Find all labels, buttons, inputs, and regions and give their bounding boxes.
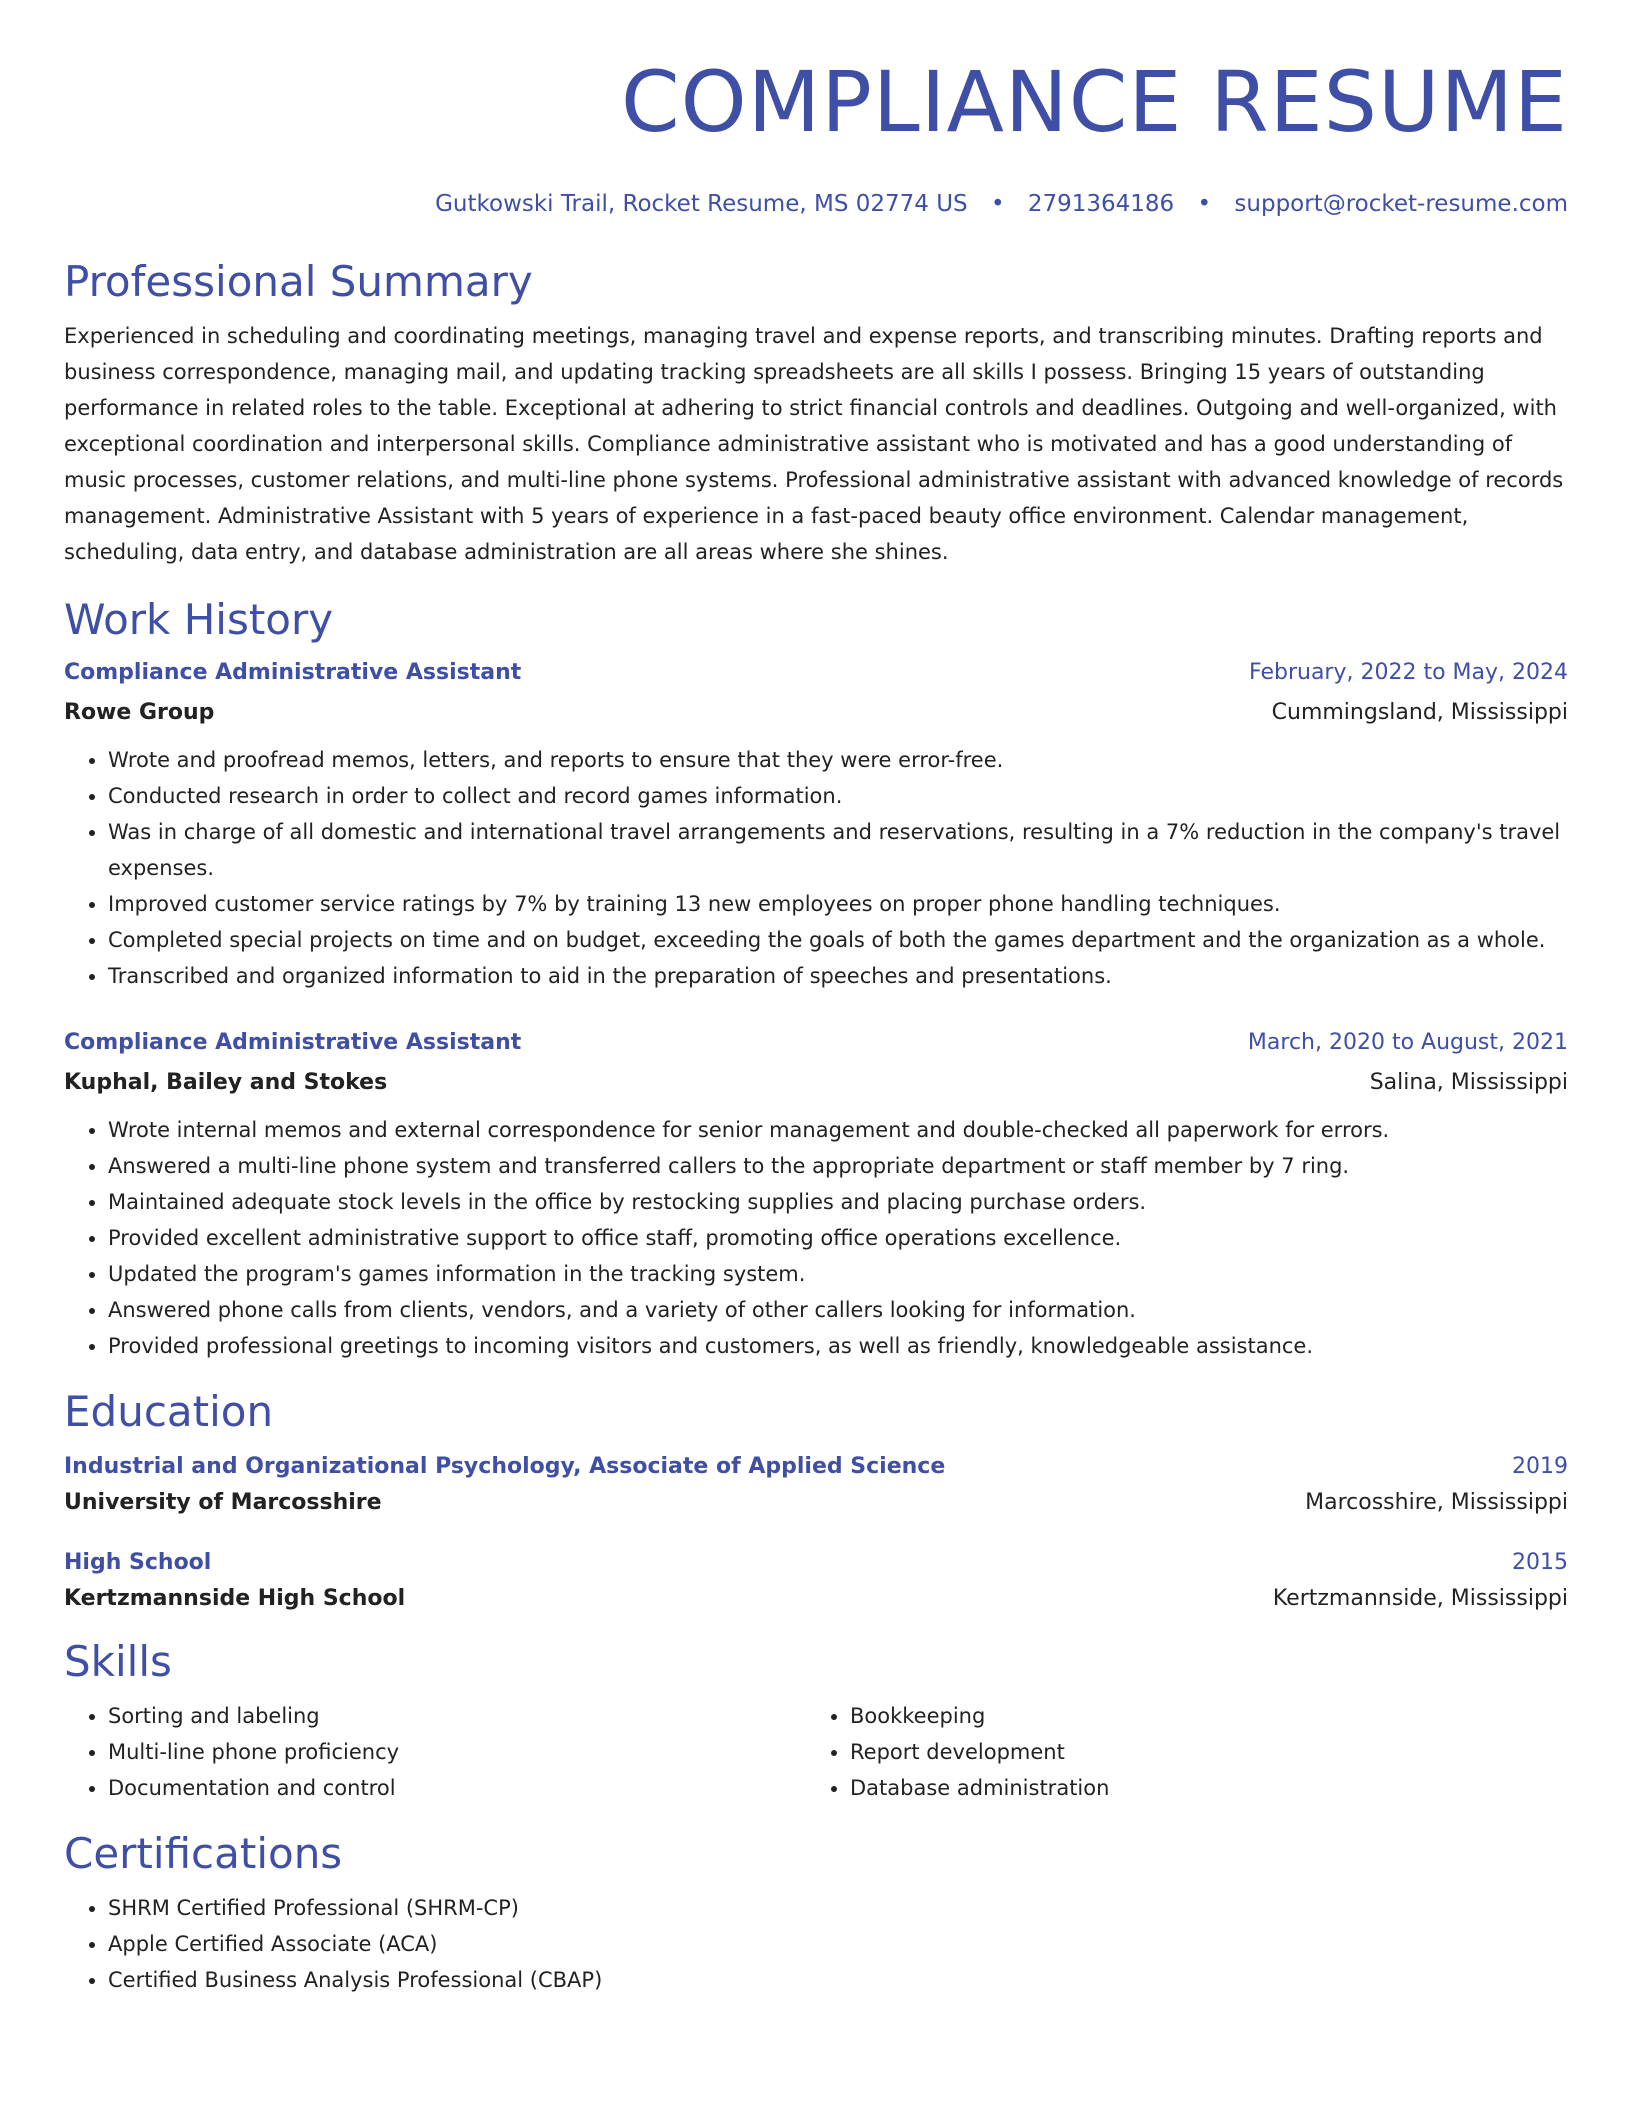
skill-item: • Sorting and labeling [108,1698,806,1734]
resume-header [64,0,1568,220]
certification-item: • Apple Certified Associate (ACA) [108,1926,1568,1962]
summary-section [64,256,1568,570]
job-title-row [64,1028,1568,1058]
job-entry [64,658,1568,994]
job-company-row [64,1058,1568,1098]
work-history-heading: Work History [64,595,334,644]
job-bullet: • Wrote internal memos and external correspondence for senior management and double-checked all paperwork for errors. [108,1112,1568,1148]
job-bullets [64,1112,1568,1364]
job-location: Salina, Mississippi [1369,1070,1568,1095]
job-bullets [64,742,1568,994]
contact-address: Gutkowski Trail, Rocket Resume, MS 02774 US [435,191,968,217]
education-year: 2019 [1512,1454,1568,1479]
job-company: Rowe Group [64,700,215,725]
education-school-row [64,1578,1568,1614]
contact-email[interactable]: support@rocket-resume.com [1234,191,1568,217]
certification-item: • Certified Business Analysis Professional (CBAP) [108,1962,1568,1998]
education-entry [64,1548,1568,1614]
summary-text: Experienced in scheduling and coordinating meetings, managing travel and expense reports, and transcribing minutes. Drafting reports and business correspondence, managing mail, and updating tracking spreadsheets are all skills I possess. Bringing 15 years of outstanding performance in related roles to the table. Exceptional at adhering to strict financial controls and deadlines. Outgoing and well-organized, with exceptional coordination and interpersonal skills. Compliance administrative assistant who is motivated and has a good understanding of music processes, customer relations, and multi-line phone systems. Professional administrative assistant with advanced knowledge of records management. Administrative Assistant with 5 years of experience in a fast-paced beauty office environment. Calendar management, scheduling, data entry, and database administration are all areas where she shines. [64,324,1564,564]
skills-section [64,1636,1568,1806]
job-bullet: • Maintained adequate stock levels in the office by restocking supplies and placing purchase orders. [108,1184,1568,1220]
job-bullet: • Improved customer service ratings by 7% by training 13 new employees on proper phone handling techniques. [108,886,1568,922]
skills-columns [64,1698,1568,1806]
certification-item: • SHRM Certified Professional (SHRM-CP) [108,1890,1568,1926]
job-company-row [64,688,1568,728]
job-title: Compliance Administrative Assistant [64,1030,522,1055]
skills-list-left [64,1698,806,1806]
job-bullet: • Wrote and proofread memos, letters, and reports to ensure that they were error-free. [108,742,1568,778]
job-bullet: • Was in charge of all domestic and international travel arrangements and reservations, resulting in a 7% reduction in the company's travel expenses. [108,814,1568,886]
job-dates: March, 2020 to August, 2021 [1247,1030,1568,1055]
education-school: Kertzmannside High School [64,1586,406,1611]
education-entry [64,1452,1568,1518]
skill-item: • Report development [850,1734,1548,1770]
job-entry [64,1028,1568,1364]
skill-item: • Bookkeeping [850,1698,1548,1734]
summary-heading: Professional Summary [64,257,533,306]
job-bullet: • Conducted research in order to collect and record games information. [108,778,1568,814]
education-degree-row [64,1548,1568,1578]
education-degree-row [64,1452,1568,1482]
skill-item: • Documentation and control [108,1770,806,1806]
job-bullet: • Completed special projects on time and on budget, exceeding the goals of both the games department and the organization as a whole. [108,922,1568,958]
skill-item: • Database administration [850,1770,1548,1806]
certifications-section [64,1828,1568,1998]
job-title-row [64,658,1568,688]
job-bullet: • Answered phone calls from clients, vendors, and a variety of other callers looking for information. [108,1292,1568,1328]
work-history-section [64,594,1568,1364]
job-dates: February, 2022 to May, 2024 [1249,660,1568,685]
education-school: University of Marcosshire [64,1490,382,1515]
contact-separator: • [1197,191,1212,217]
job-location: Cummingsland, Mississippi [1271,700,1568,725]
education-heading: Education [64,1387,274,1436]
education-location: Marcosshire, Mississippi [1305,1490,1568,1515]
job-bullet: • Provided excellent administrative support to office staff, promoting office operations excellence. [108,1220,1568,1256]
skill-item: • Multi-line phone proficiency [108,1734,806,1770]
skills-heading: Skills [64,1637,172,1686]
job-bullet: • Provided professional greetings to incoming visitors and customers, as well as friendly, knowledgeable assistance. [108,1328,1568,1364]
certifications-heading: Certifications [64,1829,343,1878]
contact-line [64,188,1568,220]
certifications-list [64,1890,1568,1998]
job-bullet: • Updated the program's games information in the tracking system. [108,1256,1568,1292]
education-degree: Industrial and Organizational Psychology, Associate of Applied Science [64,1454,946,1479]
job-bullet: • Answered a multi-line phone system and transferred callers to the appropriate department or staff member by 7 ring. [108,1148,1568,1184]
contact-phone: 2791364186 [1027,191,1175,217]
job-company: Kuphal, Bailey and Stokes [64,1070,388,1095]
education-year: 2015 [1512,1550,1568,1575]
job-title: Compliance Administrative Assistant [64,660,522,685]
education-location: Kertzmannside, Mississippi [1272,1586,1568,1611]
education-section [64,1386,1568,1614]
education-degree: High School [64,1550,212,1575]
education-school-row [64,1482,1568,1518]
skills-list-right [806,1698,1548,1806]
contact-separator: • [990,191,1005,217]
job-bullet: • Transcribed and organized information to aid in the preparation of speeches and presentations. [108,958,1568,994]
resume-title: COMPLIANCE RESUME [621,53,1568,151]
